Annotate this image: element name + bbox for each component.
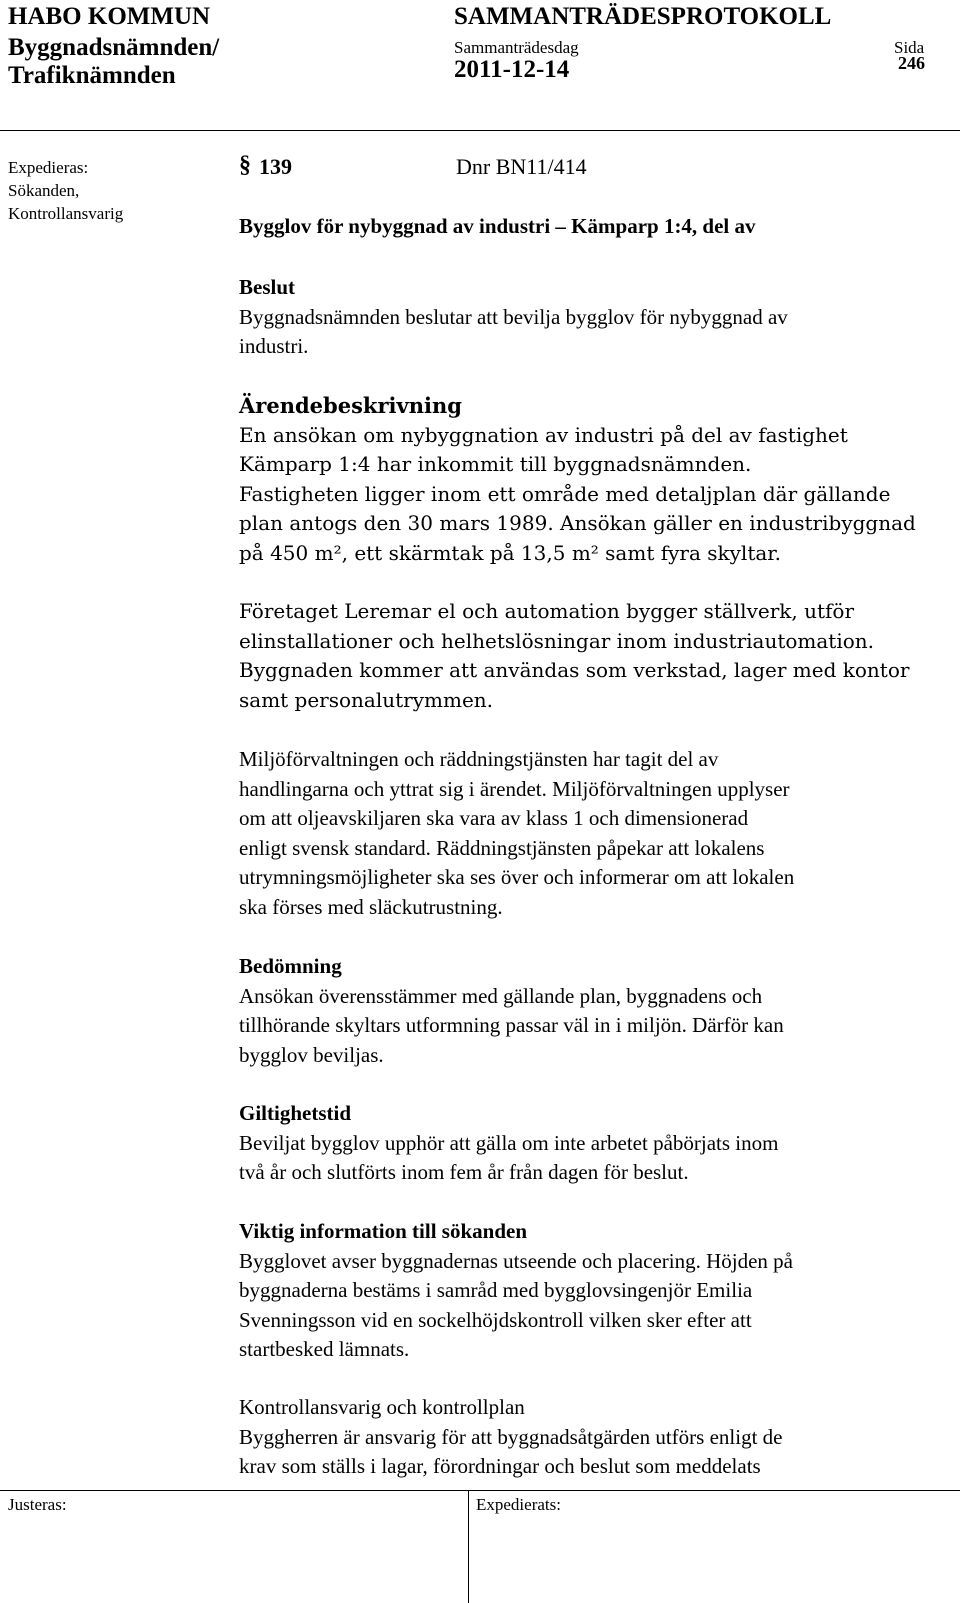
expedierats-label: Expedierats: <box>476 1495 561 1514</box>
section-arendebeskrivning <box>239 391 929 568</box>
justeras-label: Justeras: <box>8 1495 67 1514</box>
bedomning-line: tillhörande skyltars utformning passar väl in i miljön. Därför kan <box>239 1013 784 1037</box>
page-label: Sida <box>894 38 925 57</box>
arendebeskrivning-line: Fastigheten ligger inom ett område med detaljplan där gällande <box>239 481 891 506</box>
arendebeskrivning-line: Byggnaden kommer att användas som verkstad, lager med kontor <box>239 658 910 682</box>
kontrollansvarig-line: krav som ställs i lagar, förordningar och beslut som meddelats <box>239 1454 761 1478</box>
beslut-line: industri. <box>239 334 309 358</box>
giltighetstid-line: Beviljat bygglov upphör att gälla om inte arbetet påbörjats inom <box>239 1130 779 1155</box>
arendebeskrivning-paragraph-3 <box>239 745 929 922</box>
dept-line-1: Byggnadsnämnden/ <box>8 34 220 61</box>
arendebeskrivning-line: plan antogs den 30 mars 1989. Ansökan gäller en industribyggnad <box>239 511 916 535</box>
arendebeskrivning-line: enligt svensk standard. Räddningstjänsten påpekar att lokalens <box>239 835 765 860</box>
bedomning-heading: Bedömning <box>239 954 342 978</box>
case-number: 139 <box>259 154 292 179</box>
section-viktig-information <box>239 1217 929 1365</box>
beslut-line: Byggnadsnämnden beslutar att bevilja bygglov för nybyggnad av <box>239 304 788 329</box>
sidebar-expedieras: Expedieras: <box>8 158 89 177</box>
section-bedomning <box>239 952 929 1070</box>
kontrollansvarig-line: Byggherren är ansvarig för att byggnadsåtgärden utförs enligt de <box>239 1424 783 1449</box>
sidebar-sokanden: Sökanden, <box>8 181 80 200</box>
arendebeskrivning-heading: Ärendebeskrivning <box>239 393 462 418</box>
case-title: Bygglov för nybyggnad av industri – Kämparp 1:4, del av <box>239 214 756 238</box>
beslut-heading: Beslut <box>239 275 296 299</box>
section-giltighetstid <box>239 1099 929 1188</box>
page-number: 246 <box>898 53 925 73</box>
arendebeskrivning-paragraph-2 <box>239 597 929 715</box>
giltighetstid-line: två år och slutförts inom fem år från dagen för beslut. <box>239 1160 689 1184</box>
paragraph-symbol: § <box>239 152 251 178</box>
arendebeskrivning-line: En ansökan om nybyggnation av industri på del av fastighet <box>239 422 848 447</box>
arendebeskrivning-line: handlingarna och yttrat sig i ärendet. Miljöförvaltningen upplyser <box>239 776 790 801</box>
arendebeskrivning-line: Kämparp 1:4 har inkommit till byggnadsnämnden. <box>239 452 752 476</box>
footer-divider <box>0 1490 960 1491</box>
bedomning-line: bygglov beviljas. <box>239 1042 384 1067</box>
arendebeskrivning-line: ska förses med släckutrustning. <box>239 894 503 919</box>
arendebeskrivning-line: på 450 m², ett skärmtak på 13,5 m² samt fyra skyltar. <box>239 540 782 565</box>
meeting-date: 2011-12-14 <box>454 56 570 83</box>
arendebeskrivning-line: elinstallationer och helhetslösningar inom industriautomation. <box>239 628 875 653</box>
viktig-line: Bygglovet avser byggnadernas utseende och placering. Höjden på <box>239 1248 793 1273</box>
meeting-date-label: Sammanträdesdag <box>454 38 579 57</box>
viktig-heading: Viktig information till sökanden <box>239 1219 528 1243</box>
viktig-line: startbesked lämnats. <box>239 1337 410 1361</box>
section-kontrollansvarig <box>239 1393 929 1482</box>
arendebeskrivning-line: om att oljeavskiljaren ska vara av klass 1 och dimensionerad <box>239 806 749 830</box>
document-type: SAMMANTRÄDESPROTOKOLL <box>454 3 832 30</box>
dept-line-2: Trafiknämnden <box>8 62 176 89</box>
header-divider <box>0 130 960 131</box>
arendebeskrivning-line: utrymningsmöjligheter ska ses över och informerar om att lokalen <box>239 865 795 889</box>
giltighetstid-heading: Giltighetstid <box>239 1101 352 1125</box>
viktig-line: byggnaderna bestäms i samråd med bygglovsingenjör Emilia <box>239 1278 753 1302</box>
footer-column-divider <box>468 1490 469 1603</box>
section-beslut <box>239 273 929 362</box>
bedomning-line: Ansökan överensstämmer med gällande plan, byggnadens och <box>239 983 763 1008</box>
kontrollansvarig-heading: Kontrollansvarig och kontrollplan <box>239 1395 525 1419</box>
arendebeskrivning-line: Miljöförvaltningen och räddningstjänsten har tagit del av <box>239 747 719 771</box>
sidebar-kontrollansvarig: Kontrollansvarig <box>8 204 124 223</box>
arendebeskrivning-line: Företaget Leremar el och automation bygger ställverk, utför <box>239 599 855 623</box>
case-dnr: Dnr BN11/414 <box>456 154 587 179</box>
viktig-line: Svenningsson vid en sockelhöjdskontroll vilken sker efter att <box>239 1307 752 1332</box>
org-name: HABO KOMMUN <box>8 3 211 30</box>
arendebeskrivning-line: samt personalutrymmen. <box>239 687 494 712</box>
